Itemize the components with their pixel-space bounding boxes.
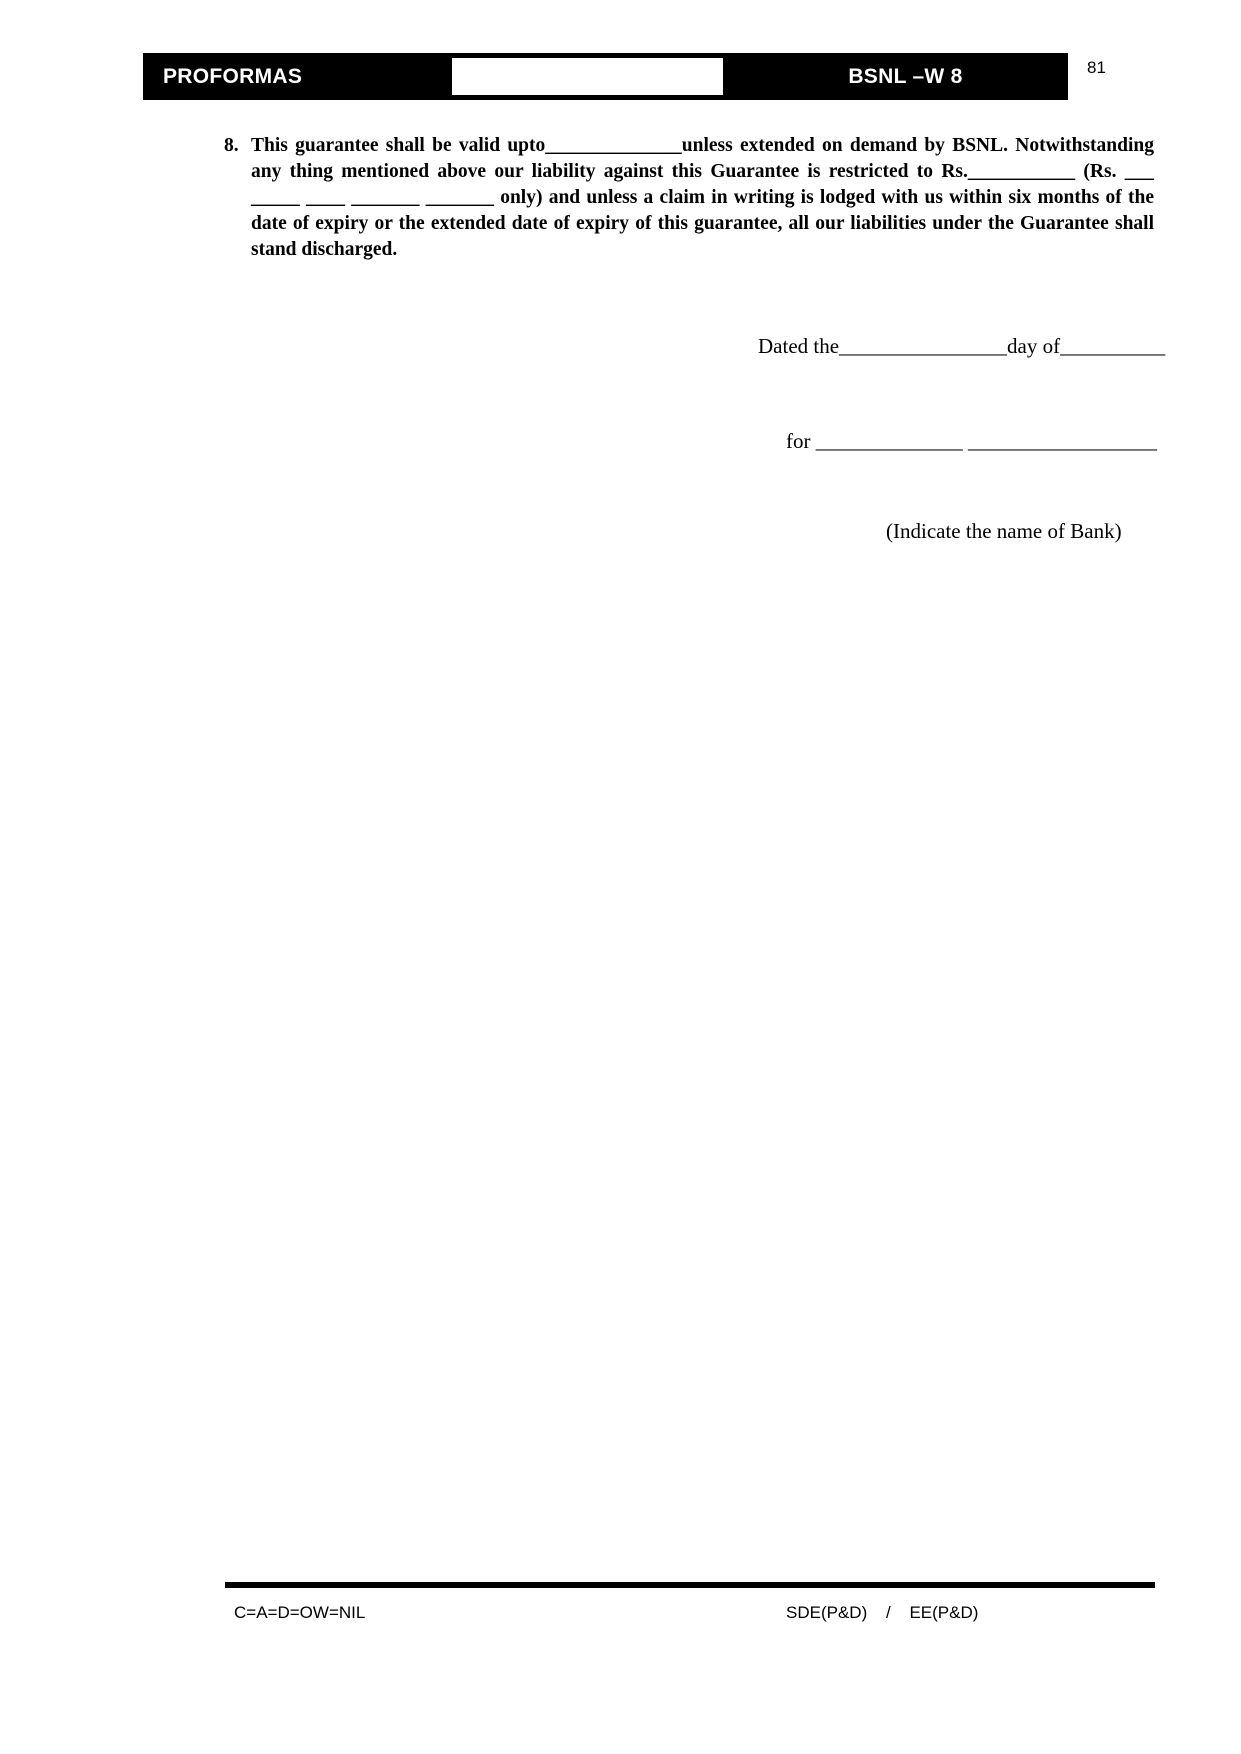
header-band — [143, 53, 1068, 100]
dated-line: Dated the________________day of__________ — [758, 334, 1166, 358]
clause-text: This guarantee shall be valid upto______________unless extended on demand by BSNL. Notwithstanding any thing mentioned above our liability against this Guarantee is restricted to Rs.___________ (Rs. ___ _____ ____ _______ _______ only) and unless a claim in writing is lodged with us within six months of the date of expiry or the extended date of expiry of this guarantee, all our liabilities under the Guarantee shall stand discharged. — [251, 135, 1154, 260]
footer-ee-label: EE(P&D) — [909, 1603, 979, 1622]
header-proformas-label: PROFORMAS — [163, 64, 303, 88]
header-blank-field[interactable] — [452, 58, 723, 95]
bank-name-note: (Indicate the name of Bank) — [886, 519, 1122, 543]
footer-right-text — [786, 1603, 978, 1623]
header-form-code-label: BSNL –W 8 — [848, 64, 963, 88]
page-number: 81 — [1087, 58, 1106, 77]
footer-left-text: C=A=D=OW=NIL — [234, 1603, 366, 1622]
footer-separator: / — [885, 1603, 891, 1622]
clause-number: 8. — [224, 135, 239, 156]
footer-divider — [225, 1582, 1155, 1588]
for-signature-line: for ______________ __________________ — [786, 429, 1157, 453]
footer-sde-label: SDE(P&D) — [786, 1603, 868, 1622]
clause-8 — [224, 133, 1154, 263]
